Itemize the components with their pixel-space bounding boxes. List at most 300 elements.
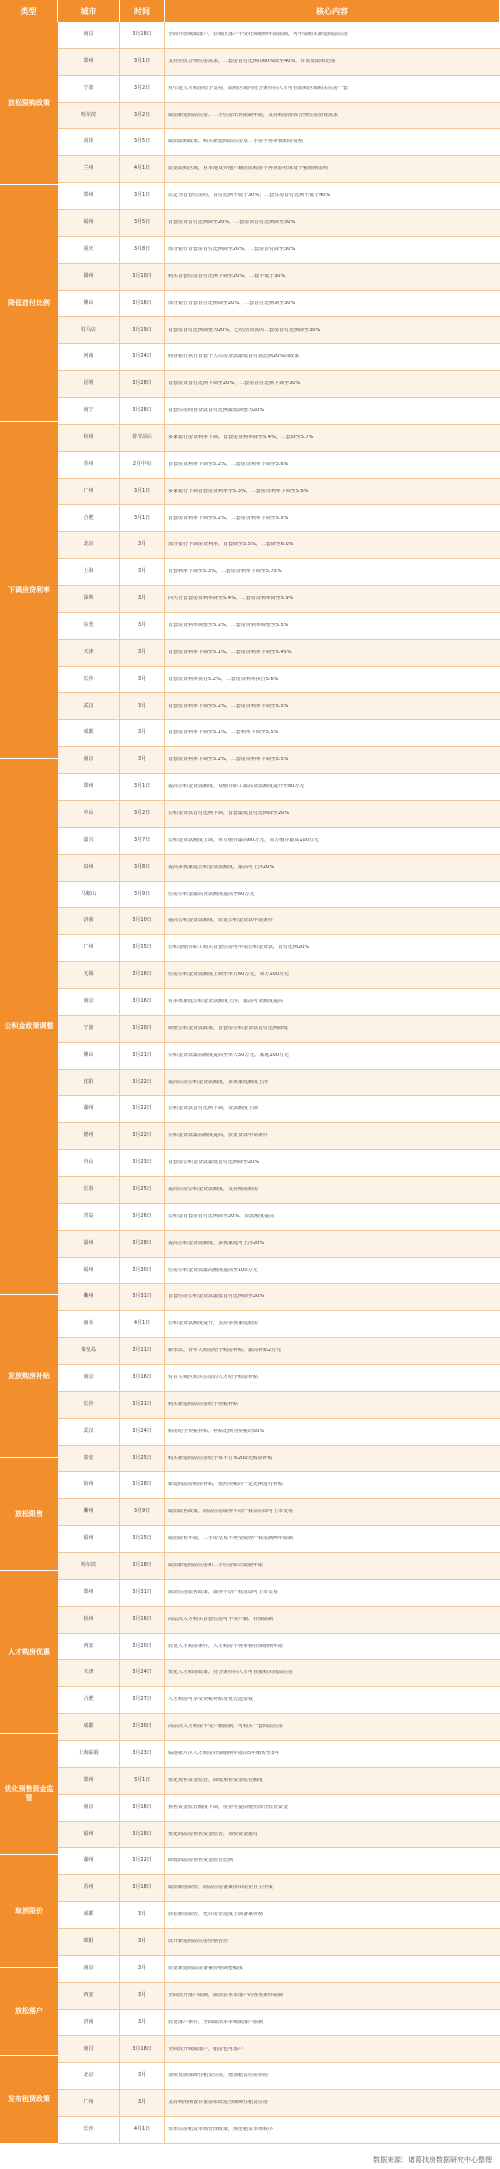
header-type: 类型 (0, 0, 58, 22)
table-row (58, 49, 500, 76)
time-cell: 3月30日 (120, 1714, 165, 1740)
city-cell: 长沙 (58, 1392, 120, 1418)
content-cell (165, 1446, 500, 1472)
city-cell: 郑州 (58, 1768, 120, 1794)
content-text: 多家银行下调首套房贷利率至5.3%，二套房贷利率下调至5.6% (168, 488, 309, 494)
city-cell: 广州 (58, 2090, 120, 2116)
content-cell (165, 962, 500, 988)
time-cell: 3月24日 (120, 1660, 165, 1686)
table-row (58, 935, 500, 962)
content-cell (165, 210, 500, 236)
content-text: 高层次人才购房不受户籍限制，可购买一套商品住房 (168, 1724, 284, 1730)
table-row (58, 1365, 500, 1392)
table-row (58, 1714, 500, 1741)
table-row (58, 962, 500, 989)
category-cell: 发布租赁政策 (0, 2056, 58, 2144)
city-cell: 哈尔滨 (58, 1553, 120, 1579)
table-row (58, 2063, 500, 2090)
time-cell: 3月10日 (120, 908, 165, 934)
content-cell (165, 1311, 500, 1337)
table-row (58, 1204, 500, 1231)
city-cell: 宁波 (58, 1016, 120, 1042)
time-cell: 3月1日 (120, 49, 165, 75)
city-cell: 济南 (58, 908, 120, 934)
table-row (58, 1607, 500, 1634)
city-cell: 泰安 (58, 1446, 120, 1472)
table-row (58, 1983, 500, 2010)
content-cell (165, 76, 500, 102)
time-cell: 3月23日 (120, 1741, 165, 1767)
content-text: 提高住房公积金贷款额度，支持刚需购房 (168, 1187, 259, 1192)
content-cell (165, 1392, 500, 1418)
city-cell: 苏州 (58, 452, 120, 478)
time-cell: 4月1日 (120, 1311, 165, 1337)
category-cell: 公积金政策调整 (0, 759, 58, 1295)
table-row (58, 2117, 500, 2144)
content-cell (165, 586, 500, 612)
content-cell (165, 1096, 500, 1122)
table-row (58, 156, 500, 183)
table-row (58, 1070, 500, 1097)
table-row (58, 1580, 500, 1607)
time-cell: 3月 (120, 532, 165, 558)
content-cell (165, 2090, 500, 2116)
content-cell (165, 1177, 500, 1203)
time-cell: 3月31日 (120, 1284, 165, 1310)
header-time: 时间 (120, 0, 165, 22)
time-cell: 3月22日 (120, 1096, 165, 1122)
time-cell: 3月16日 (120, 989, 165, 1015)
city-cell: 郑州 (58, 774, 120, 800)
table-row (58, 76, 500, 103)
time-cell: 3月20日 (120, 1634, 165, 1660)
content-cell (165, 1875, 500, 1901)
city-cell: 北京 (58, 2063, 120, 2089)
content-text: 新建商品房购房补贴，按照契税的一定比例进行补贴 (168, 1482, 284, 1488)
category-cell: 发放购房补贴 (0, 1295, 58, 1458)
content-cell (165, 1634, 500, 1660)
table-row (58, 1446, 500, 1473)
time-cell: 3月18日 (120, 1822, 165, 1848)
city-cell: 天津 (58, 1660, 120, 1686)
city-cell: 北京 (58, 532, 120, 558)
table-row (58, 129, 500, 156)
content-text: 提高多孩家庭公积金贷款额度，最高可上浮20% (168, 864, 275, 870)
time-cell: 3月25日 (120, 1446, 165, 1472)
content-cell (165, 1741, 500, 1767)
time-cell: 3月15日 (120, 935, 165, 961)
city-cell: 佛山 (58, 291, 120, 317)
time-cell: 3月26日 (120, 1204, 165, 1230)
table-row (58, 1043, 500, 1070)
content-cell (165, 2117, 500, 2143)
city-cell: 南京 (58, 747, 120, 773)
city-cell: 兰州 (58, 156, 120, 182)
content-cell (165, 1365, 500, 1391)
content-text: 取消限售年限，二手房交易不再受取得产权证满两年限制 (168, 1536, 294, 1542)
city-cell: 福州 (58, 1822, 120, 1848)
content-cell (165, 264, 500, 290)
city-cell: 上海 (58, 559, 120, 585)
time-cell: 3月28日 (120, 371, 165, 397)
city-cell: 济南 (58, 2010, 120, 2036)
content-text: 加快发展保障性租赁住房，增加租赁住房供给 (168, 2073, 269, 2079)
city-cell: 福州 (58, 1526, 120, 1552)
table-row (58, 693, 500, 720)
content-cell (165, 1929, 500, 1955)
table-row (58, 1795, 500, 1822)
time-cell: 3月11日 (120, 1338, 165, 1364)
time-cell: 3月16日 (120, 1795, 165, 1821)
content-cell (165, 774, 500, 800)
time-cell: 3月5日 (120, 210, 165, 236)
time-cell: 3月19日 (120, 317, 165, 343)
category-cell: 放松落户 (0, 1968, 58, 2056)
content-text: 支持利用闲置存量房屋改建为保障性租赁住房 (168, 2100, 269, 2106)
city-cell: 佛山 (58, 1043, 120, 1069)
content-text: 放宽人才购房条件，人才购房不再审核社保缴纳年限 (168, 1643, 284, 1649)
content-cell (165, 1204, 500, 1230)
table-row (58, 2010, 500, 2037)
city-cell: 赣州 (58, 264, 120, 290)
content-text: 商业银行执行首套个人住房贷款最低首付款比例20%的政策 (168, 354, 300, 360)
table-row (58, 1660, 500, 1687)
time-cell: 3月 (120, 613, 165, 639)
city-cell: 宿州 (58, 1472, 120, 1498)
content-cell (165, 1338, 500, 1364)
city-cell: 德州 (58, 1123, 120, 1149)
city-cell: 南昌 (58, 2036, 120, 2062)
content-text: 放松新房限价，允许房企适度上调备案价格 (168, 1912, 264, 1918)
table-row (58, 1848, 500, 1875)
time-cell: 3月1日 (120, 774, 165, 800)
table-row (58, 452, 500, 479)
category-cell: 取消限价 (0, 1855, 58, 1968)
content-text: 公积金贷款额度上调，单方缴存最高60万元，双方缴存最高100万元 (168, 837, 319, 843)
content-cell (165, 317, 500, 343)
content-text: 首套房贷利率下调至5.1%，二套利率下调至5.5% (168, 730, 279, 736)
city-cell: 郑州 (58, 1580, 120, 1606)
table-row (58, 774, 500, 801)
time-cell: 3月16日 (120, 1365, 165, 1391)
content-text: 提高公积金贷款额度，放宽公积金贷款申请条件 (168, 918, 274, 924)
table-row (58, 1258, 500, 1285)
content-cell (165, 640, 500, 666)
table-row (58, 183, 500, 210)
content-text: 优化预售资金监管，降低预售资金监管额度 (168, 1777, 264, 1783)
city-cell: 成都 (58, 1714, 120, 1740)
content-cell (165, 532, 500, 558)
table-row (58, 882, 500, 909)
city-cell: 成都 (58, 720, 120, 746)
city-cell: 长沙 (58, 667, 120, 693)
table-row (58, 2036, 500, 2063)
content-text: 部分银行首套房首付比例降至20%，二套房首付降至30% (168, 246, 296, 252)
content-text: 公积金贷款额度提升，支持多孩家庭购房 (168, 1321, 259, 1327)
table-row (58, 264, 500, 291)
content-cell (165, 452, 500, 478)
content-cell (165, 22, 500, 48)
time-cell: 3月 (120, 2090, 165, 2116)
city-cell: 长春 (58, 1177, 120, 1203)
time-cell: 3月 (120, 559, 165, 585)
table-row (58, 1822, 500, 1849)
content-text: 公积金贷款最高额度提高，放宽贷款申请条件 (168, 1133, 269, 1139)
content-cell (165, 291, 500, 317)
content-text: 取消新房限价，商品住房备案价由房企自主申报 (168, 1885, 274, 1891)
table-row (58, 613, 500, 640)
city-cell: 舟山 (58, 1150, 120, 1176)
time-cell: 4月1日 (120, 156, 165, 182)
city-cell: 武汉 (58, 1419, 120, 1445)
table-row (58, 667, 500, 694)
content-cell (165, 1231, 500, 1257)
content-cell (165, 855, 500, 881)
table-row (58, 425, 500, 452)
category-cell: 放松限购政策 (0, 22, 58, 185)
table-row (58, 908, 500, 935)
table-row (58, 398, 500, 425)
time-cell: 3月 (120, 1929, 165, 1955)
content-text: 首套房贷首付比例下调至20%，二套房首付比例下调至30% (168, 381, 301, 387)
time-cell: 3月22日 (120, 1123, 165, 1149)
city-cell: 杭州 (58, 1607, 120, 1633)
content-text: 首套住房商业贷款首付比例最低调整为20% (168, 408, 265, 414)
content-text: 购房给予契税补贴，补贴比例为契税的50% (168, 1428, 265, 1434)
content-text: 首套房贷利率执行5.2%，二套房贷利率执行5.6% (168, 676, 279, 682)
table-row (58, 317, 500, 344)
city-cell: 南京 (58, 1795, 120, 1821)
content-cell (165, 505, 500, 531)
content-text: 取消限购政策，购买新建商品住房及二手房不再审核购房资格 (168, 139, 304, 145)
city-cell: 嘉兴 (58, 828, 120, 854)
time-cell: 3月 (120, 1983, 165, 2009)
content-text: 首套房贷利率下调至5.2%，二套房贷利率下调至5.5% (168, 757, 289, 763)
city-cell: 重庆 (58, 237, 120, 263)
table-row (58, 1338, 500, 1365)
category-cell: 放松限售 (0, 1458, 58, 1571)
city-cell: 南京 (58, 989, 120, 1015)
content-cell (165, 935, 500, 961)
table-row (58, 747, 500, 774)
table-row (58, 344, 500, 371)
time-cell: 3月21日 (120, 1043, 165, 1069)
city-cell: 青岛 (58, 1204, 120, 1230)
city-cell: 中山 (58, 801, 120, 827)
time-cell: 3月18日 (120, 1875, 165, 1901)
city-cell: 驻马店 (58, 317, 120, 343)
content-cell (165, 613, 500, 639)
city-cell: 昆明 (58, 371, 120, 397)
time-cell: 3月 (120, 586, 165, 612)
content-cell (165, 1499, 500, 1525)
content-cell (165, 1607, 500, 1633)
city-cell: 天津 (58, 640, 120, 666)
time-cell: 3月8日 (120, 855, 165, 881)
city-cell: 沈阳 (58, 1070, 120, 1096)
table-row (58, 559, 500, 586)
table-row (58, 22, 500, 49)
city-cell: 湖州 (58, 1848, 120, 1874)
city-cell: 东莞 (58, 613, 120, 639)
content-text: 部分银行下调房贷利率，首套降至5.5%，二套降至6.0% (168, 542, 294, 548)
content-text: 高层次人才购买首套住房可不受户籍、社保限制 (168, 1616, 274, 1622)
time-cell: 3月 (120, 2010, 165, 2036)
city-cell: 西安 (58, 1634, 120, 1660)
content-text: 对在主城区购买住房的人才给予购房补贴 (168, 1375, 259, 1381)
content-text: 发布住房租赁市场管理政策，规范租赁市场秩序 (168, 2127, 274, 2133)
table-row (58, 1499, 500, 1526)
content-text: 认定为首套住房的，首付比例不低于30%；二套住房首付比例不低于40% (168, 193, 331, 199)
table-row (58, 371, 500, 398)
table-row (58, 479, 500, 506)
time-cell: 3月28日 (120, 398, 165, 424)
content-cell (165, 1070, 500, 1096)
content-cell (165, 1795, 500, 1821)
table-row (58, 1472, 500, 1499)
content-text: 首套房贷利率下调至5.2%，二套房贷利率下调至5.5% (168, 515, 289, 521)
city-cell: 长沙 (58, 2117, 120, 2143)
content-cell (165, 828, 500, 854)
content-cell (165, 720, 500, 746)
city-cell: 苏州 (58, 1875, 120, 1901)
content-cell (165, 1660, 500, 1686)
content-text: 公积金贷款首付比例下调，首套最低首付比例降至20% (168, 810, 290, 816)
city-cell: 马鞍山 (58, 882, 120, 908)
table-row (58, 1902, 500, 1929)
time-cell: 3月16日 (120, 1607, 165, 1633)
time-cell: 3月25日 (120, 1177, 165, 1203)
content-cell (165, 156, 500, 182)
time-cell: 3月18日 (120, 22, 165, 48)
content-cell (165, 882, 500, 908)
table-row (58, 103, 500, 130)
city-cell: 衢州 (58, 1499, 120, 1525)
content-text: 临港新片区人才购房社保缴纳年限由5年缩短至3年 (168, 1751, 280, 1757)
content-cell (165, 1123, 500, 1149)
content-text: 住房公积金最高贷款额度提高至60万元 (168, 891, 255, 897)
table-body (0, 22, 500, 2144)
content-text: 首套房贷利率下调至5.2%，二套房贷利率下调至5.5% (168, 703, 289, 709)
content-text: 提高住房公积金贷款额度，多孩家庭额度上浮 (168, 1079, 269, 1085)
time-cell: 3月 (120, 1956, 165, 1982)
time-cell: 3月24日 (120, 344, 165, 370)
city-cell: 绵阳 (58, 1929, 120, 1955)
table-row (58, 1768, 500, 1795)
time-cell: 3月 (120, 747, 165, 773)
content-text: 住房公积金贷款最高额度提高至100万元 (168, 1267, 258, 1273)
table-row (58, 801, 500, 828)
content-text: 公积金贷款首付比例下调，贷款额度上调 (168, 1106, 259, 1112)
city-cell: 深圳 (58, 586, 120, 612)
city-cell: 丽水 (58, 1311, 120, 1337)
city-cell: 西安 (58, 1983, 120, 2009)
city-cell: 衢州 (58, 1284, 120, 1310)
content-cell (165, 1016, 500, 1042)
table-row (58, 1096, 500, 1123)
content-cell (165, 237, 500, 263)
city-cell: 哈尔滨 (58, 103, 120, 129)
table-row (58, 1284, 500, 1311)
time-cell: 3月1日 (120, 479, 165, 505)
content-cell (165, 425, 500, 451)
table-row (58, 855, 500, 882)
content-cell (165, 908, 500, 934)
time-cell: 3月1日 (120, 505, 165, 531)
category-cell: 下调房贷利率 (0, 422, 58, 759)
city-cell: 无锡 (58, 962, 120, 988)
content-cell (165, 801, 500, 827)
content-text: 多家银行房贷利率下调，首套房贷利率降至5.4%，二套降至5.7% (168, 434, 314, 440)
city-cell: 河南 (58, 344, 120, 370)
category-cell: 优化预售资金监管 (0, 1734, 58, 1855)
content-text: 四大行首套房贷利率降至5.4%，二套房贷利率降至5.9% (168, 596, 294, 602)
content-text: 降低商品房预售资金监管比例 (168, 1858, 234, 1864)
header-content: 核心内容 (165, 0, 500, 22)
content-text: 提高公积金贷款额度，多孩家庭可上浮20% (168, 1240, 265, 1246)
content-text: 调整公积金贷款政策，首套房公积金贷款首付比例降低 (168, 1025, 289, 1031)
time-cell: 3月1日 (120, 183, 165, 209)
content-cell (165, 747, 500, 773)
table-row (58, 210, 500, 237)
content-cell (165, 1902, 500, 1928)
table-header (0, 0, 500, 22)
table-row (58, 640, 500, 667)
table-row (58, 1419, 500, 1446)
time-cell: 3月9日 (120, 882, 165, 908)
content-text: 取消新建商品住房、二手住房出售限制年限，支持购房群体合理住房消费需求 (168, 112, 339, 118)
content-text: 公积金首套房首付比例降至20%，贷款额度提高 (168, 1213, 275, 1219)
time-cell: 3月24日 (120, 1419, 165, 1445)
time-cell: 3月 (120, 720, 165, 746)
content-text: 首套住房公积金贷款最低首付比例降至20% (168, 1294, 265, 1300)
city-cell: 广州 (58, 479, 120, 505)
table-row (58, 1123, 500, 1150)
content-cell (165, 398, 500, 424)
content-text: 全面放开城镇落户，租房也可落户 (168, 2046, 244, 2052)
category-cell: 人才购房优惠 (0, 1571, 58, 1734)
time-cell: 3月28日 (120, 1231, 165, 1257)
content-text: 新市民、青年人购房给予购房补贴，最高补贴2万元 (168, 1348, 282, 1354)
content-cell (165, 2063, 500, 2089)
city-cell: 福州 (58, 1258, 120, 1284)
table-row (58, 532, 500, 559)
city-cell: 秦皇岛 (58, 1338, 120, 1364)
table-row (58, 1311, 500, 1338)
content-text: 对多孩家庭公积金贷款额度上浮，最高可贷额度提高 (168, 998, 284, 1004)
content-cell (165, 1768, 500, 1794)
rows-column (58, 22, 500, 2144)
table-row (58, 1929, 500, 1956)
time-cell: 3月 (120, 2063, 165, 2089)
time-cell: 3月16日 (120, 291, 165, 317)
city-cell: 南昌 (58, 22, 120, 48)
content-text: 住房公积金贷款额度上调至单方60万元，双方100万元 (168, 972, 289, 978)
table-row (58, 1150, 500, 1177)
source-note: 数据来源：诸葛找房数据研究中心整理 (373, 2156, 492, 2164)
content-text: 首套房首付比例调整为20%，已结清贷款的二套房首付比例降至30% (168, 327, 321, 333)
content-text: 公积金缴存职工购买首套住房可申请公积金贷款，首付比例20% (168, 945, 310, 951)
time-cell: 3月22日 (120, 1848, 165, 1874)
content-text: 公积金贷款最高额度提高至单人50万元、家庭100万元 (168, 1052, 289, 1058)
content-cell (165, 1848, 500, 1874)
time-cell: 2月中旬 (120, 452, 165, 478)
city-cell: 上海临港 (58, 1741, 120, 1767)
city-cell: 温州 (58, 1231, 120, 1257)
time-cell: 3月1日 (120, 1768, 165, 1794)
content-cell (165, 1043, 500, 1069)
content-text: 支持居民合理住房需求，二套房首付比例由60%降至40%，并放宽限购范围 (168, 58, 336, 64)
